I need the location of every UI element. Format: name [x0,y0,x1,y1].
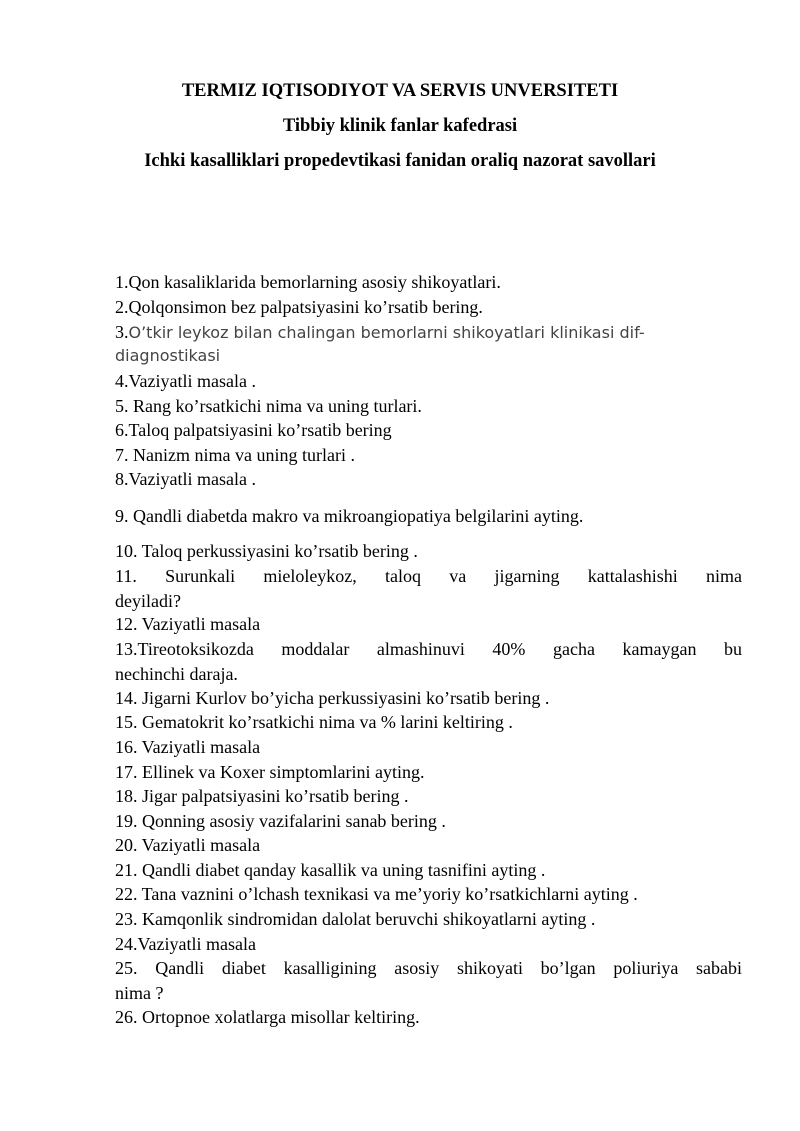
question-19: 19. Qonning asosiy vazifalarini sanab bering . [115,811,446,831]
question-21: 21. Qandli diabet qanday kasallik va uning tasnifini ayting . [115,860,546,880]
question-4: 4.Vaziyatli masala . [115,371,256,391]
question-2: 2.Qolqonsimon bez palpatsiyasini ko’rsatib bering. [115,297,483,317]
question-11-line1: 11. Surunkali mieloleykoz, taloq va jigarning kattalashishi nima [115,566,742,586]
question-18: 18. Jigar palpatsiyasini ko’rsatib bering . [115,786,409,806]
question-12: 12. Vaziyatli masala [115,614,261,634]
question-22: 22. Tana vaznini o’lchash texnikasi va me’yoriy ko’rsatkichlarni ayting . [115,884,638,904]
question-3-continuation: diagnostikasi [115,346,221,365]
question-10: 10. Taloq perkussiyasini ko’rsatib bering . [115,541,418,561]
university-title: TERMIZ IQTISODIYOT VA SERVIS UNVERSITETI [181,81,619,101]
question-26: 26. Ortopnoe xolatlarga misollar keltiring. [115,1007,420,1027]
question-15: 15. Gematokrit ko’rsatkichi nima va % larini keltiring . [115,712,513,732]
question-11 [115,564,742,613]
department-title: Tibbiy klinik fanlar kafedrasi [282,116,518,136]
question-17: 17. Ellinek va Koxer simptomlarini ayting. [115,762,425,782]
question-25-line2: nima ? [115,982,164,1003]
question-7: 7. Nanizm nima va uning turlari . [115,445,355,465]
question-16: 16. Vaziyatli masala [115,737,261,757]
question-3-number: 3. [115,322,129,342]
question-25-line1: 25. Qandli diabet kasalligining asosiy shikoyati bo’lgan poliuriya sababi [115,958,742,978]
question-6: 6.Taloq palpatsiyasini ko’rsatib bering [115,420,392,440]
question-3-line1: O’tkir leykoz bilan chalingan bemorlarni shikoyatlari klinikasi dif- [128,323,645,342]
subject-title: Ichki kasalliklari propedevtikasi fanidan oraliq nazorat savollari [144,151,656,171]
question-11-line2: deyiladi? [115,590,181,611]
question-3 [115,320,742,346]
question-9: 9. Qandli diabetda makro va mikroangiopatiya belgilarini ayting. [115,506,584,526]
question-5: 5. Rang ko’rsatkichi nima va uning turlari. [115,396,422,416]
question-13 [115,637,742,686]
question-24: 24.Vaziyatli masala [115,934,256,954]
question-23: 23. Kamqonlik sindromidan dalolat beruvchi shikoyatlarni ayting . [115,909,596,929]
question-1: 1.Qon kasaliklarida bemorlarning asosiy shikoyatlari. [115,272,501,292]
question-13-line2: nechinchi daraja. [115,663,238,684]
question-13-line1: 13.Tireotoksikozda moddalar almashinuvi 40% gacha kamaygan bu [115,639,742,659]
question-20: 20. Vaziyatli masala [115,835,261,855]
question-8: 8.Vaziyatli masala . [115,469,256,489]
question-14: 14. Jigarni Kurlov bo’yicha perkussiyasini ko’rsatib bering . [115,688,550,708]
question-25 [115,956,742,1005]
